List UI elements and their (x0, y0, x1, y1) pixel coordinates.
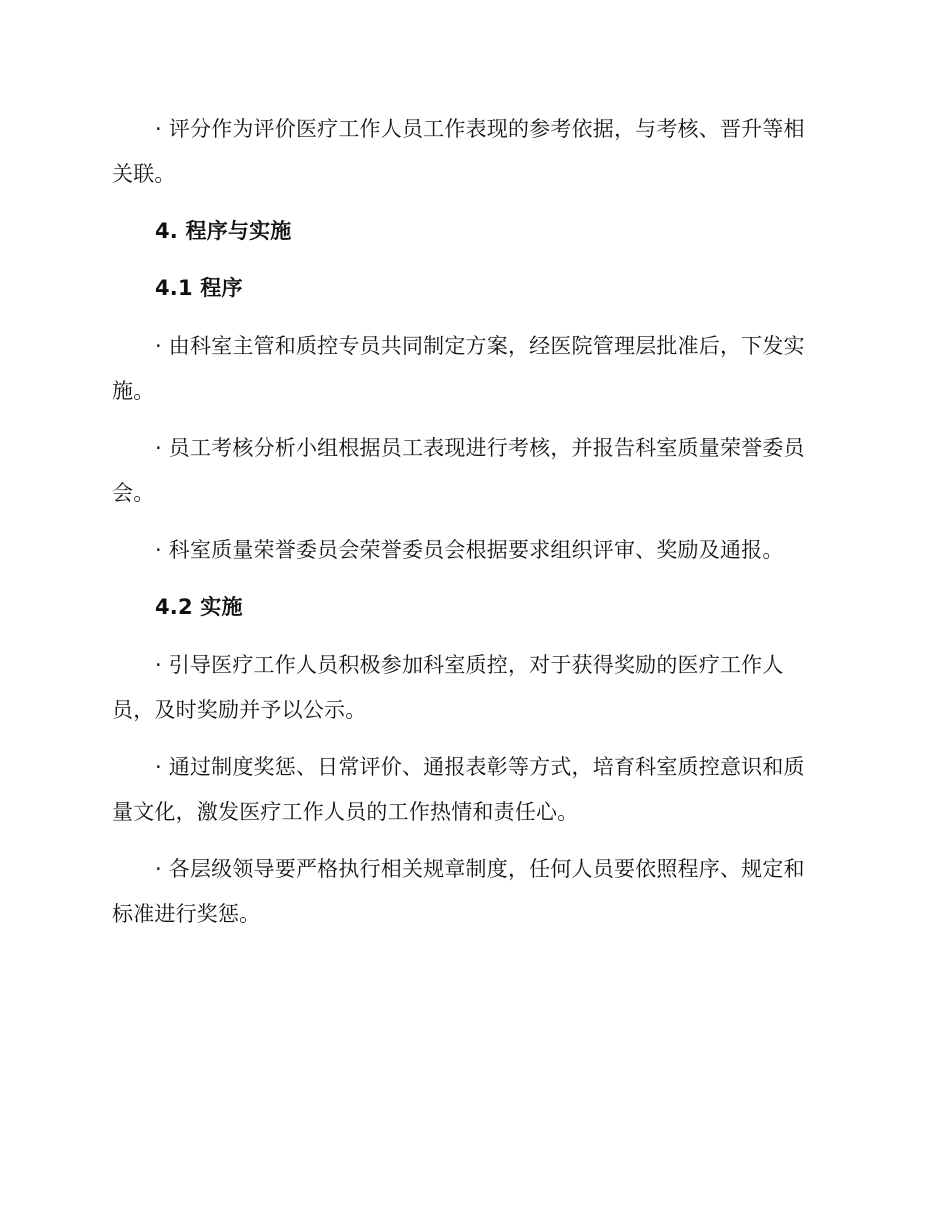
bullet-paragraph: · 通过制度奖惩、日常评价、通报表彰等方式，培育科室质控意识和质量文化，激发医疗工作人员的工作热情和责任心。 (112, 755, 805, 824)
bullet-paragraph: · 科室质量荣誉委员会荣誉委员会根据要求组织评审、奖励及通报。 (155, 538, 784, 562)
bullet-paragraph: · 各层级领导要严格执行相关规章制度，任何人员要依照程序、规定和标准进行奖惩。 (112, 857, 805, 926)
bullet-paragraph: · 引导医疗工作人员积极参加科室质控，对于获得奖励的医疗工作人员，及时奖励并予以公示。 (112, 653, 784, 722)
subsection-heading: 4.2 实施 (155, 595, 243, 619)
bullet-paragraph: · 员工考核分析小组根据员工表现进行考核，并报告科室质量荣誉委员会。 (112, 436, 805, 505)
section-heading: 4. 程序与实施 (155, 219, 292, 243)
subsection-heading: 4.1 程序 (155, 276, 243, 300)
bullet-paragraph: · 由科室主管和质控专员共同制定方案，经医院管理层批准后，下发实施。 (112, 334, 805, 403)
bullet-paragraph: · 评分作为评价医疗工作人员工作表现的参考依据，与考核、晋升等相关联。 (112, 117, 805, 186)
